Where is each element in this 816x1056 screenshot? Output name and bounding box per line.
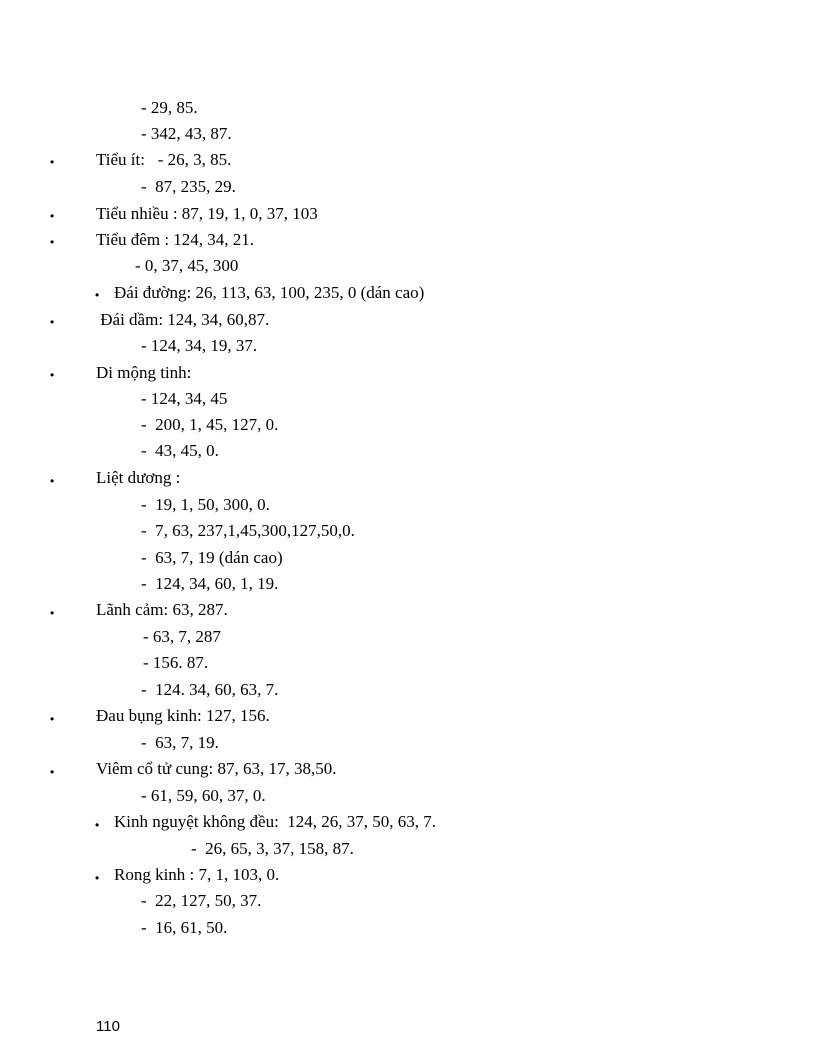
bullet-marker: • xyxy=(50,155,55,169)
text-line: Tiểu nhiều : 87, 19, 1, 0, 37, 103 xyxy=(96,204,318,223)
bullet-marker: • xyxy=(50,209,55,223)
text-line: - 156. 87. xyxy=(143,653,209,672)
bullet-marker: • xyxy=(50,606,55,620)
text-line: Đau bụng kinh: 127, 156. xyxy=(96,706,270,725)
text-line: - 26, 65, 3, 37, 158, 87. xyxy=(191,839,354,858)
text-line: - 342, 43, 87. xyxy=(141,124,232,143)
text-line: - 7, 63, 237,1,45,300,127,50,0. xyxy=(141,521,355,540)
bullet-marker: • xyxy=(50,765,55,779)
text-line: Lãnh cảm: 63, 287. xyxy=(96,600,228,619)
text-line: - 124, 34, 45 xyxy=(141,389,228,408)
text-line: Di mộng tinh: xyxy=(96,363,192,382)
bullet-marker: • xyxy=(95,871,100,885)
text-line: - 0, 37, 45, 300 xyxy=(135,256,239,275)
text-line: - 124, 34, 19, 37. xyxy=(141,336,258,355)
text-line: - 124, 34, 60, 1, 19. xyxy=(141,574,279,593)
text-line: - 16, 61, 50. xyxy=(141,918,228,937)
text-line: - 19, 1, 50, 300, 0. xyxy=(141,495,270,514)
text-line: - 63, 7, 19. xyxy=(141,733,219,752)
text-line: Tiểu ít: - 26, 3, 85. xyxy=(96,150,232,169)
bullet-marker: • xyxy=(95,818,100,832)
text-line: Kinh nguyệt không đều: 124, 26, 37, 50, 63, 7. xyxy=(114,812,437,831)
text-line: Viêm cổ tử cung: 87, 63, 17, 38,50. xyxy=(96,759,337,778)
text-line: - 63, 7, 19 (dán cao) xyxy=(141,548,283,567)
bullet-marker: • xyxy=(50,712,55,726)
page-number: 110 xyxy=(96,1018,120,1035)
text-line: Đái đường: 26, 113, 63, 100, 235, 0 (dán cao) xyxy=(114,283,425,302)
text-line: Tiểu đêm : 124, 34, 21. xyxy=(96,230,255,249)
text-line: Liệt dương : xyxy=(96,468,181,487)
bullet-marker: • xyxy=(50,368,55,382)
bullet-marker: • xyxy=(50,474,55,488)
bullet-marker: • xyxy=(95,288,100,302)
text-line: - 124. 34, 60, 63, 7. xyxy=(141,680,279,699)
text-line: - 200, 1, 45, 127, 0. xyxy=(141,415,279,434)
text-line: - 61, 59, 60, 37, 0. xyxy=(141,786,266,805)
text-line: Rong kinh : 7, 1, 103, 0. xyxy=(114,865,280,884)
text-line: Đái dầm: 124, 34, 60,87. xyxy=(96,310,270,329)
text-line: - 29, 85. xyxy=(141,98,198,117)
bullet-marker: • xyxy=(50,235,55,249)
text-line: - 87, 235, 29. xyxy=(141,177,236,196)
text-line: - 43, 45, 0. xyxy=(141,441,219,460)
bullet-marker: • xyxy=(50,315,55,329)
text-line: - 63, 7, 287 xyxy=(143,627,221,646)
text-line: - 22, 127, 50, 37. xyxy=(141,891,262,910)
